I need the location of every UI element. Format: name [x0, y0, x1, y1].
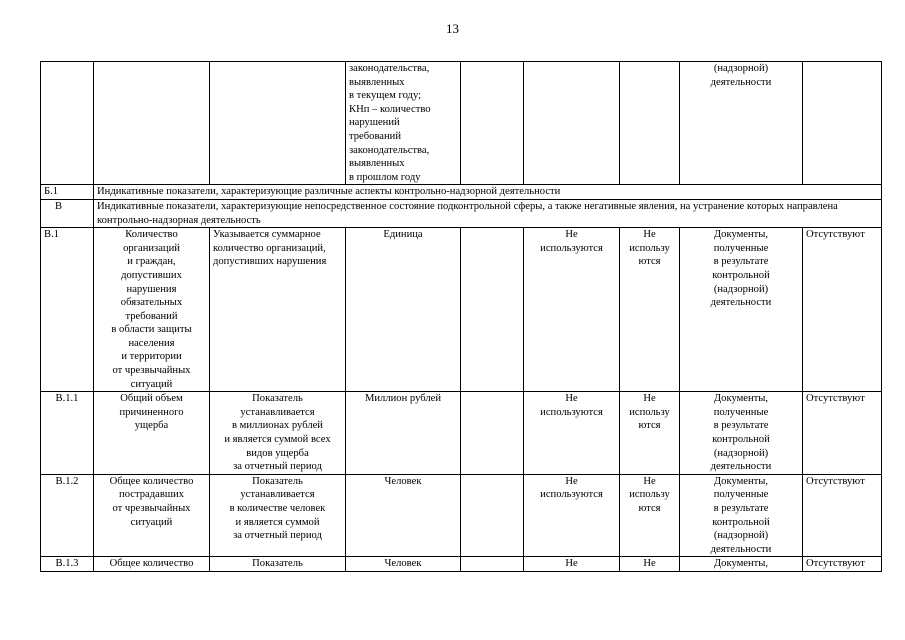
empty-cell: [461, 557, 524, 572]
indicator-name: Общее количество: [94, 557, 210, 572]
target-cell: Не: [620, 557, 680, 572]
empty-cell: [461, 228, 524, 392]
table-row: [41, 228, 882, 392]
threshold-cell: Не используются: [524, 228, 620, 392]
target-cell: Не использу ются: [620, 228, 680, 392]
indicator-description: Показатель устанавливается в количестве человек и является суммой за отчетный период: [210, 474, 346, 557]
table-row: [41, 199, 882, 227]
threshold-cell: Не используются: [524, 474, 620, 557]
source-cell: (надзорной) деятельности: [680, 62, 803, 185]
indicator-name: Количество организаций и граждан, допустивших нарушения обязательных требований в области защиты населения и территории от чрезвычайных ситуаций: [94, 228, 210, 392]
table-row: [41, 392, 882, 475]
source-cell: Документы,: [680, 557, 803, 572]
notes-cell: Отсутствуют: [803, 474, 882, 557]
table-row: [41, 557, 882, 572]
row-id: В.1.1: [41, 392, 94, 475]
row-id: [41, 62, 94, 185]
row-id: В.1.3: [41, 557, 94, 572]
source-cell: Документы, полученные в результате контрольной (надзорной) деятельности: [680, 392, 803, 475]
row-id: В: [41, 199, 94, 227]
indicator-description: Показатель: [210, 557, 346, 572]
indicator-name: Общий объем причиненного ущерба: [94, 392, 210, 475]
notes-cell: Отсутствуют: [803, 228, 882, 392]
row-id: Б.1: [41, 185, 94, 200]
table-row: [41, 474, 882, 557]
unit-cell: Миллион рублей: [346, 392, 461, 475]
unit-cell: законодательства, выявленных в текущем году; КНп – количество нарушений требований законодательства, выявленных в прошлом году: [346, 62, 461, 185]
target-cell: [620, 62, 680, 185]
source-cell: Документы, полученные в результате контрольной (надзорной) деятельности: [680, 474, 803, 557]
notes-cell: Отсутствуют: [803, 557, 882, 572]
notes-cell: [803, 62, 882, 185]
table-row: [41, 185, 882, 200]
target-cell: Не использу ются: [620, 392, 680, 475]
section-heading: Индикативные показатели, характеризующие непосредственное состояние подконтрольной сферы, а также негативные явления, на устранение которых направлена контрольно-надзорная деятельность: [94, 199, 882, 227]
threshold-cell: [524, 62, 620, 185]
notes-cell: Отсутствуют: [803, 392, 882, 475]
indicator-description: [210, 62, 346, 185]
row-id: В.1.2: [41, 474, 94, 557]
indicator-description: Указывается суммарное количество организаций, допустивших нарушения: [210, 228, 346, 392]
row-id: В.1: [41, 228, 94, 392]
empty-cell: [461, 62, 524, 185]
threshold-cell: Не используются: [524, 392, 620, 475]
indicators-table: [40, 61, 882, 572]
threshold-cell: Не: [524, 557, 620, 572]
empty-cell: [461, 392, 524, 475]
empty-cell: [461, 474, 524, 557]
page-number: 13: [446, 21, 459, 36]
unit-cell: Человек: [346, 474, 461, 557]
table-row: [41, 62, 882, 185]
section-heading: Индикативные показатели, характеризующие различные аспекты контрольно-надзорной деятельности: [94, 185, 882, 200]
indicator-name: [94, 62, 210, 185]
unit-cell: Единица: [346, 228, 461, 392]
unit-cell: Человек: [346, 557, 461, 572]
target-cell: Не использу ются: [620, 474, 680, 557]
indicator-description: Показатель устанавливается в миллионах рублей и является суммой всех видов ущерба за отчетный период: [210, 392, 346, 475]
source-cell: Документы, полученные в результате контрольной (надзорной) деятельности: [680, 228, 803, 392]
indicator-name: Общее количество пострадавших от чрезвычайных ситуаций: [94, 474, 210, 557]
